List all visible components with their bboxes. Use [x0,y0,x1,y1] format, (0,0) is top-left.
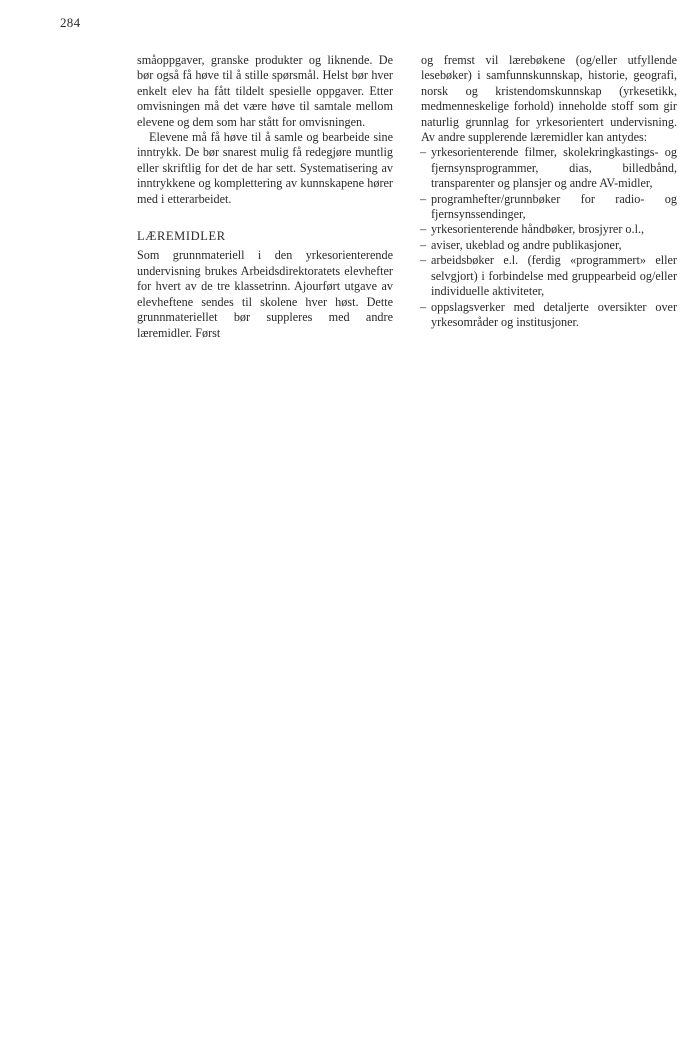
body-paragraph: Som grunnmateriell i den yrkesorienterende undervisning brukes Arbeidsdirektoratets elevhefter for hvert av de tre klassetrinn. Ajourført utgave av elevheftene sendes til skolene hver høst. Dette grunnmateriellet bør suppleres med andre læremidler. Først [137,248,393,340]
body-paragraph: og fremst vil lærebøkene (og/eller utfyllende lesebøker) i samfunnskunnskap, historie, geografi, norsk og kristendomskunnskap (yrkesetikk, medmenneskelige forhold) inneholde stoff som gir naturlig grunnlag for yrkesorientert undervisning. Av andre supplerende læremidler kan antydes: [421,53,677,145]
body-paragraph: Elevene må få høve til å samle og bearbeide sine inntrykk. De bør snarest mulig få redegjøre muntlig eller skriftlig for det de har sett. Systematisering av inntrykkene og komplettering av kunnskapene hører med i etterarbeidet. [137,130,393,206]
page-number: 284 [60,15,81,30]
section-heading: LÆREMIDLER [137,229,226,244]
list-item: – programhefter/grunnbøker for radio- og fjernsynssendinger, [421,192,677,223]
list-item: – yrkesorienterende filmer, skolekringkastings- og fjernsynsprogrammer, dias, billedbånd, transparenter og plansjer og andre AV-midler, [421,145,677,191]
supplementary-materials-list [421,145,677,330]
right-column [421,53,677,330]
list-item: – oppslagsverker med detaljerte oversikter over yrkesområder og institusjoner. [421,300,677,331]
body-paragraph: småoppgaver, granske produkter og liknende. De bør også få høve til å stille spørsmål. Helst bør hver enkelt elev ha fått tildelt spesielle oppgaver. Etter omvisningen må det være høve til samtale mellom elevene og dem som har stått for omvisningen. [137,53,393,129]
list-item: – aviser, ukeblad og andre publikasjoner, [421,238,677,253]
left-column [137,53,393,341]
list-item: – yrkesorienterende håndbøker, brosjyrer o.l., [421,222,677,237]
list-item: – arbeidsbøker e.l. (ferdig «programmert» eller selvgjort) i forbindelse med gruppearbeid og/eller individuelle aktiviteter, [421,253,677,299]
